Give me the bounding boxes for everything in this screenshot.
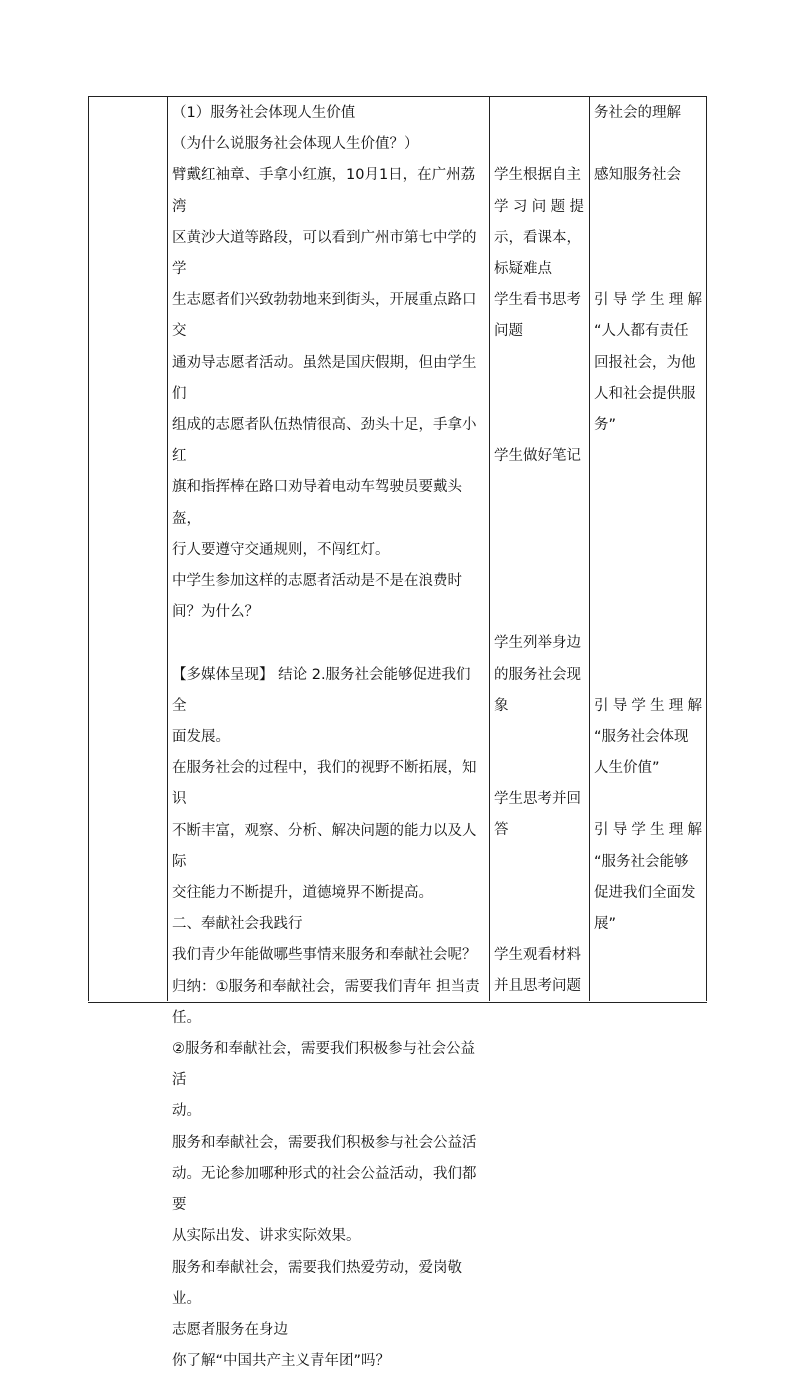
col_main-line: 动。 xyxy=(172,1103,201,1120)
col_intent-line: 引导学生理解 xyxy=(594,822,702,839)
col_student-line: 学生列举身边 xyxy=(494,635,581,652)
col_student-line: 学习问题提 xyxy=(494,198,584,215)
col_intent-line: 促进我们全面发 xyxy=(594,884,696,901)
col_intent-line: 展” xyxy=(594,916,617,933)
col_student-line: 的服务社会现 xyxy=(494,666,581,683)
col_student-line: 学生思考并回 xyxy=(494,791,581,808)
col_student-line: 学生观看材料 xyxy=(494,947,581,964)
col_student-line: 问题 xyxy=(494,323,523,340)
col_main-line: 【多媒体呈现】 结论 2.服务社会能够促进我们全 xyxy=(172,666,471,714)
column-divider-3 xyxy=(589,96,590,1001)
col_intent-line: 引导学生理解 xyxy=(594,292,702,309)
col_student-line xyxy=(494,753,584,784)
col_student-line: 并且思考问题 xyxy=(494,978,581,995)
col_intent-line: 务社会的理解 xyxy=(594,105,681,121)
col_student-line: 标疑难点 xyxy=(494,260,552,277)
col_intent-line xyxy=(594,472,702,503)
col_student-line xyxy=(494,472,584,503)
col_student-line: 象 xyxy=(494,697,509,714)
col_main-line: 中学生参加这样的志愿者活动是不是在浪费时 xyxy=(172,573,462,590)
col_main-line: 任。 xyxy=(172,1009,201,1026)
col_main-line: 从实际出发、讲求实际效果。 xyxy=(172,1228,361,1245)
col_student-line xyxy=(494,847,584,878)
col_intent-line xyxy=(594,784,702,815)
teaching-content-column xyxy=(172,98,484,1377)
col_intent-line: “服务社会体现 xyxy=(594,728,689,745)
col_student-line xyxy=(494,566,584,597)
col_main-line: 服务和奉献社会，需要我们积极参与社会公益活 xyxy=(172,1134,477,1151)
col_intent-line xyxy=(594,441,702,472)
col_student-line xyxy=(494,722,584,753)
col_main-line: 二、奉献社会我践行 xyxy=(172,916,303,933)
col_main-line: 组成的志愿者队伍热情很高、劲头十足，手拿小红 xyxy=(172,417,477,465)
col_main-line: 通劝导志愿者活动。虽然是国庆假期，但由学生们 xyxy=(172,354,477,402)
col_main-line: 在服务社会的过程中，我们的视野不断拓展，知识 xyxy=(172,760,477,808)
col_intent-line: 感知服务社会 xyxy=(594,167,681,184)
col_main-line: 臂戴红袖章、手拿小红旗，10月1日，在广州荔湾 xyxy=(172,167,476,215)
col_intent-line xyxy=(594,971,702,1002)
col_main-line: 服务和奉献社会，需要我们热爱劳动，爱岗敬业。 xyxy=(172,1259,462,1307)
table-border-right xyxy=(706,96,707,1001)
column-divider-2 xyxy=(489,96,490,1001)
col_student-line: 学生根据自主 xyxy=(494,167,581,184)
col_main-line: 生志愿者们兴致勃勃地来到街头，开展重点路口交 xyxy=(172,292,477,340)
col_intent-line xyxy=(594,223,702,254)
col_intent-line xyxy=(594,504,702,535)
col_main-line: ②服务和奉献社会，需要我们积极参与社会公益活 xyxy=(172,1041,475,1089)
col_intent-line: 务” xyxy=(594,416,617,433)
col_student-line: 答 xyxy=(494,822,509,839)
col_student-line: 学生看书思考 xyxy=(494,292,581,309)
col_student-line xyxy=(494,504,584,535)
col_student-line xyxy=(494,410,584,441)
col_intent-line xyxy=(594,254,702,285)
col_main-line: 志愿者服务在身边 xyxy=(172,1321,288,1338)
table-border-left xyxy=(88,96,89,1001)
column-divider-1 xyxy=(167,96,168,1001)
col_intent-line xyxy=(594,566,702,597)
col_intent-line xyxy=(594,535,702,566)
col_main-line: 你了解“中国共产主义青年团”吗？ xyxy=(172,1353,391,1370)
col_intent-line: 回报社会，为他 xyxy=(594,354,696,371)
col_main-line: 行人要遵守交通规则，不闯红灯。 xyxy=(172,541,390,558)
col_intent-line: 人和社会提供服 xyxy=(594,385,696,402)
col_intent-line xyxy=(594,192,702,223)
col_student-line: 学生做好笔记 xyxy=(494,448,581,465)
col_intent-line xyxy=(594,940,702,971)
col_main-line: 交往能力不断提升，道德境界不断提高。 xyxy=(172,885,433,902)
col_student-line xyxy=(494,597,584,628)
col_intent-line xyxy=(594,628,702,659)
student-activity-column xyxy=(494,98,584,1003)
col_main-line: 面发展。 xyxy=(172,729,230,746)
design-intent-column xyxy=(594,98,702,1003)
col_main-line: 不断丰富，观察、分析、解决问题的能力以及人际 xyxy=(172,822,477,870)
col_student-line xyxy=(494,535,584,566)
col_main-line: （1）服务社会体现人生价值 xyxy=(172,105,356,121)
col_main-line: 间？为什么？ xyxy=(172,604,259,621)
col_student-line xyxy=(494,379,584,410)
col_intent-line xyxy=(594,129,702,160)
col_intent-line: “服务社会能够 xyxy=(594,853,689,870)
col_intent-line: 人生价值” xyxy=(594,760,660,777)
col_intent-line xyxy=(594,659,702,690)
col_student-line xyxy=(494,348,584,379)
col_student-line xyxy=(494,129,584,160)
col_student-line: 示，看课本， xyxy=(494,229,581,246)
col_main-line: 归纳：①服务和奉献社会，需要我们青年 担当责 xyxy=(172,978,480,995)
col_main-line: 旗和指挥棒在路口劝导着电动车驾驶员要戴头盔， xyxy=(172,479,462,527)
col_main-line xyxy=(172,628,484,659)
col_intent-line: 引导学生理解 xyxy=(594,697,702,714)
col_main-line: 区黄沙大道等路段，可以看到广州市第七中学的学 xyxy=(172,229,477,278)
col_student-line xyxy=(494,878,584,909)
col_main-line: 我们青少年能做哪些事情来服务和奉献社会呢？ xyxy=(172,947,477,964)
col_main-line: （为什么说服务社会体现人生价值？） xyxy=(172,136,419,153)
col_student-line xyxy=(494,909,584,940)
col_main-line: 动。无论参加哪种形式的社会公益活动，我们都要 xyxy=(172,1165,477,1214)
col_intent-line xyxy=(594,597,702,628)
col_intent-line: “人人都有责任 xyxy=(594,323,689,340)
col_student-line xyxy=(494,98,584,129)
